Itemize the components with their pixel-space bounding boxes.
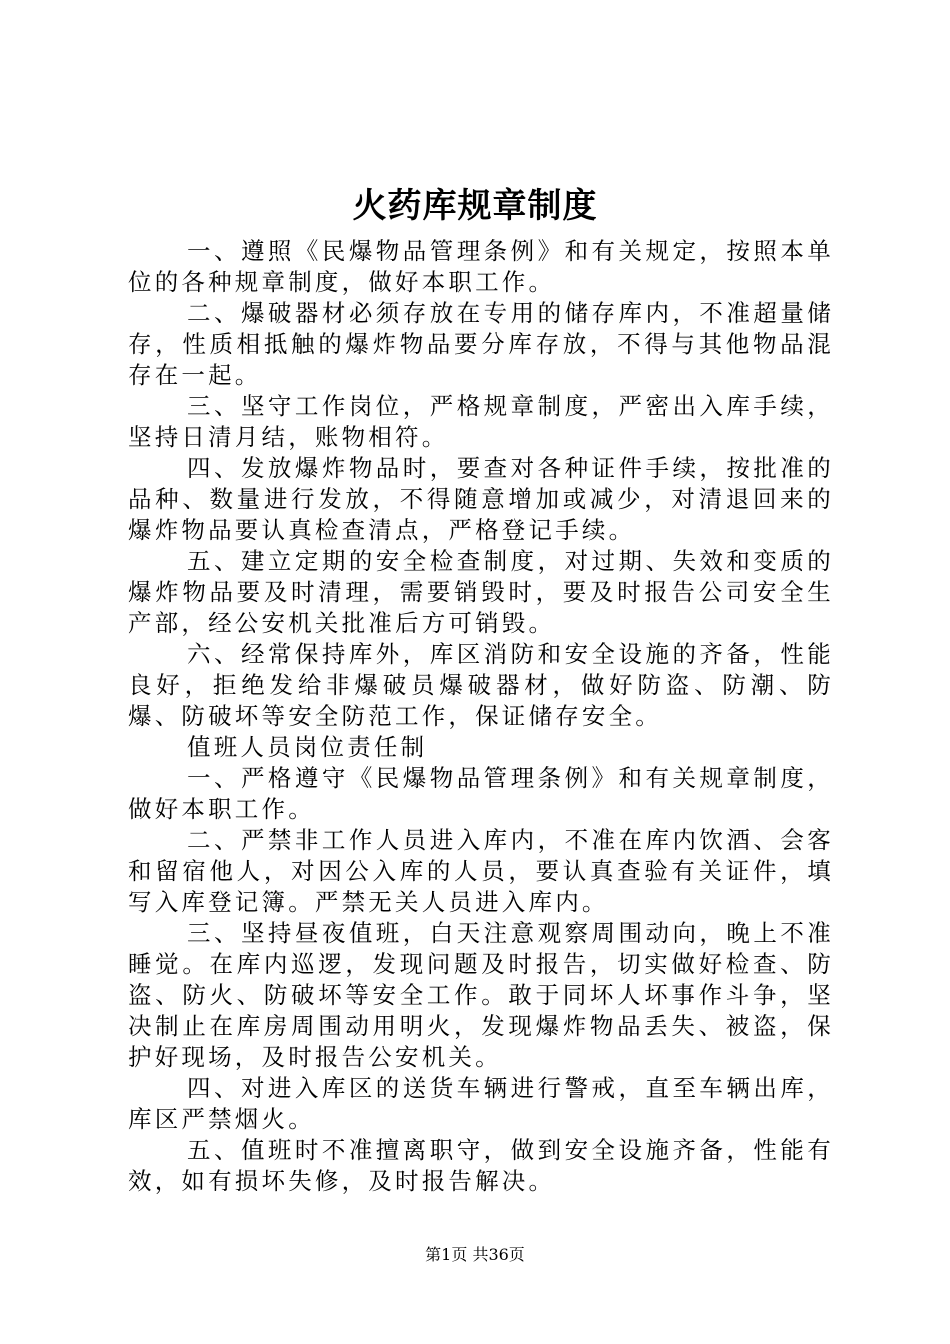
document-body bbox=[128, 236, 834, 1197]
paragraph: 二、爆破器材必须存放在专用的储存库内，不准超量储存，性质相抵触的爆炸物品要分库存放，不得与其他物品混存在一起。 bbox=[128, 299, 834, 389]
page-footer: 第1页 共36页 bbox=[425, 1245, 525, 1264]
paragraph: 四、发放爆炸物品时，要查对各种证件手续，按批准的品种、数量进行发放，不得随意增加或减少，对清退回来的爆炸物品要认真检查清点，严格登记手续。 bbox=[128, 454, 834, 544]
paragraph: 三、坚守工作岗位，严格规章制度，严密出入库手续，坚持日清月结，账物相符。 bbox=[128, 392, 834, 451]
document-title: 火药库规章制度 bbox=[352, 186, 598, 226]
paragraph: 五、值班时不准擅离职守，做到安全设施齐备，性能有效，如有损坏失修，及时报告解决。 bbox=[128, 1136, 834, 1195]
paragraph: 三、坚持昼夜值班，白天注意观察周围动向，晚上不准睡觉。在库内巡逻，发现问题及时报告，切实做好检查、防盗、防火、防破坏等安全工作。敢于同坏人坏事作斗争，坚决制止在库房周围动用明火，发现爆炸物品丢失、被盗，保护好现场，及时报告公安机关。 bbox=[128, 919, 834, 1071]
paragraph: 四、对进入库区的送货车辆进行警戒，直至车辆出库，库区严禁烟火。 bbox=[128, 1074, 834, 1133]
paragraph: 五、建立定期的安全检查制度，对过期、失效和变质的爆炸物品要及时清理，需要销毁时，要及时报告公司安全生产部，经公安机关批准后方可销毁。 bbox=[128, 547, 834, 637]
paragraph: 一、严格遵守《民爆物品管理条例》和有关规章制度，做好本职工作。 bbox=[128, 764, 834, 823]
section-heading: 值班人员岗位责任制 bbox=[187, 733, 428, 761]
paragraph: 六、经常保持库外，库区消防和安全设施的齐备，性能良好，拒绝发给非爆破员爆破器材，做好防盗、防潮、防爆、防破坏等安全防范工作，保证储存安全。 bbox=[128, 640, 834, 730]
paragraph: 二、严禁非工作人员进入库内，不准在库内饮酒、会客和留宿他人，对因公入库的人员，要认真查验有关证件，填写入库登记簿。严禁无关人员进入库内。 bbox=[128, 826, 834, 916]
paragraph: 一、遵照《民爆物品管理条例》和有关规定，按照本单位的各种规章制度，做好本职工作。 bbox=[128, 237, 834, 296]
